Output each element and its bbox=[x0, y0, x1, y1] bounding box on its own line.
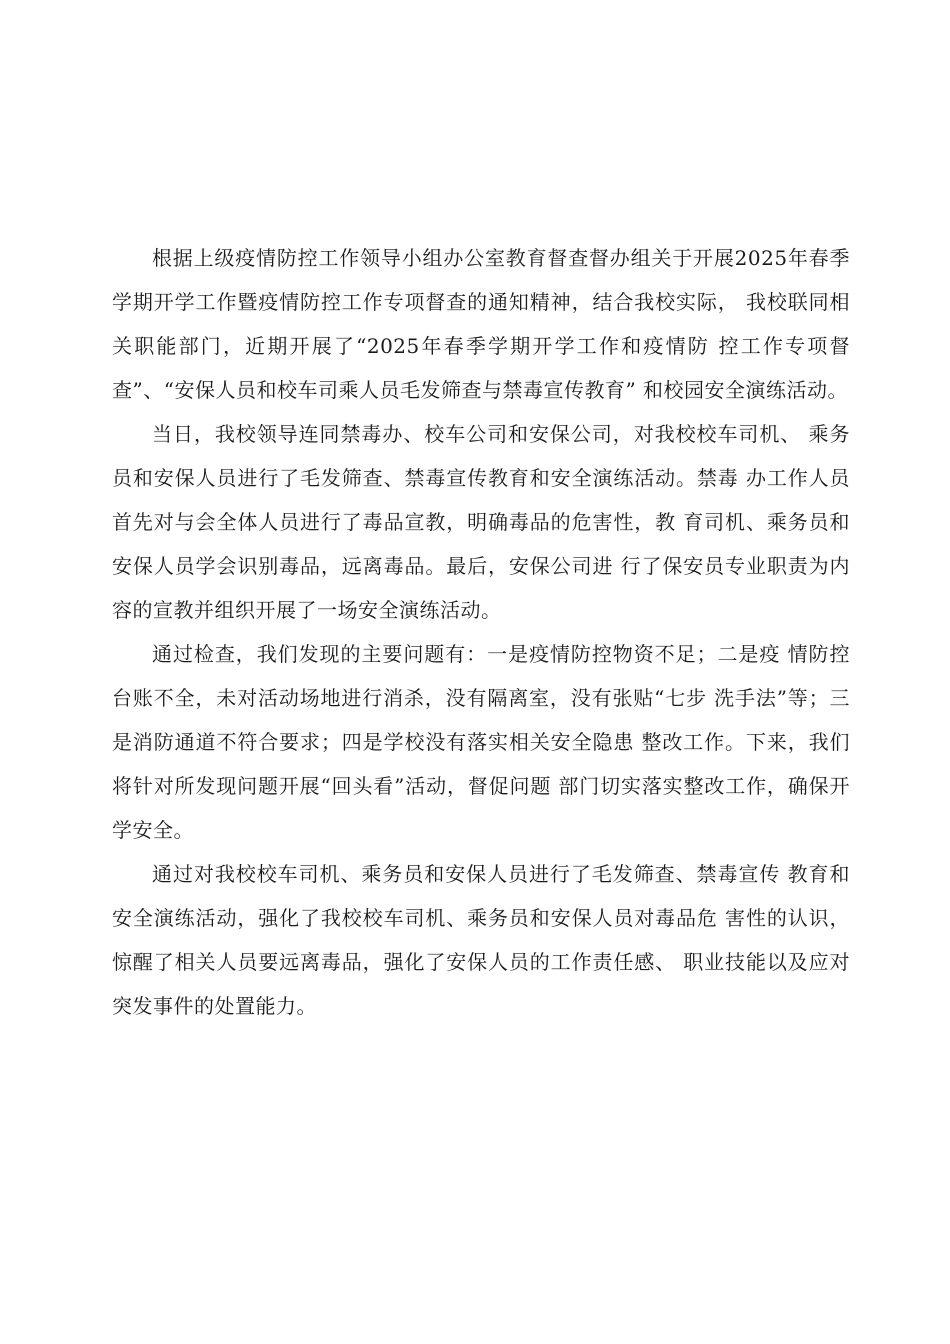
document-body bbox=[112, 236, 850, 1028]
paragraph-3: 通过检查，我们发现的主要问题有：一是疫情防控物资不足；二是疫 情防控台账不全，未对活动场地进行消杀，没有隔离室，没有张贴“七步 洗手法”等；三是消防通道不符合要求；四是学校没有落实相关安全隐患 整改工作。下来，我们将针对所发现问题开展“回头看”活动，督促问题 部门切实落实整改工作，确保开学安全。 bbox=[112, 642, 850, 842]
paragraph-4: 通过对我校校车司机、乘务员和安保人员进行了毛发筛查、禁毒宣传 教育和安全演练活动，强化了我校校车司机、乘务员和安保人员对毒品危 害性的认识，惊醒了相关人员要远离毒品，强化了安保人员的工作责任感、 职业技能以及应对突发事件的处置能力。 bbox=[112, 862, 850, 1018]
paragraph-2: 当日，我校领导连同禁毒办、校车公司和安保公司，对我校校车司机、 乘务员和安保人员进行了毛发筛查、禁毒宣传教育和安全演练活动。禁毒 办工作人员首先对与会全体人员进行了毒品宣教，明确毒品的危害性，教 育司机、乘务员和安保人员学会识别毒品，远离毒品。最后，安保公司进 行了保安员专业职责为内容的宣教并组织开展了一场安全演练活动。 bbox=[112, 422, 850, 622]
paragraph-1: 根据上级疫情防控工作领导小组办公室教育督查督办组关于开展2025年春季学期开学工作暨疫情防控工作专项督查的通知精神，结合我校实际， 我校联同相关职能部门，近期开展了“2025年春季学期开学工作和疫情防 控工作专项督查”、“安保人员和校车司乘人员毛发筛查与禁毒宣传教育” 和校园安全演练活动。 bbox=[112, 246, 850, 402]
